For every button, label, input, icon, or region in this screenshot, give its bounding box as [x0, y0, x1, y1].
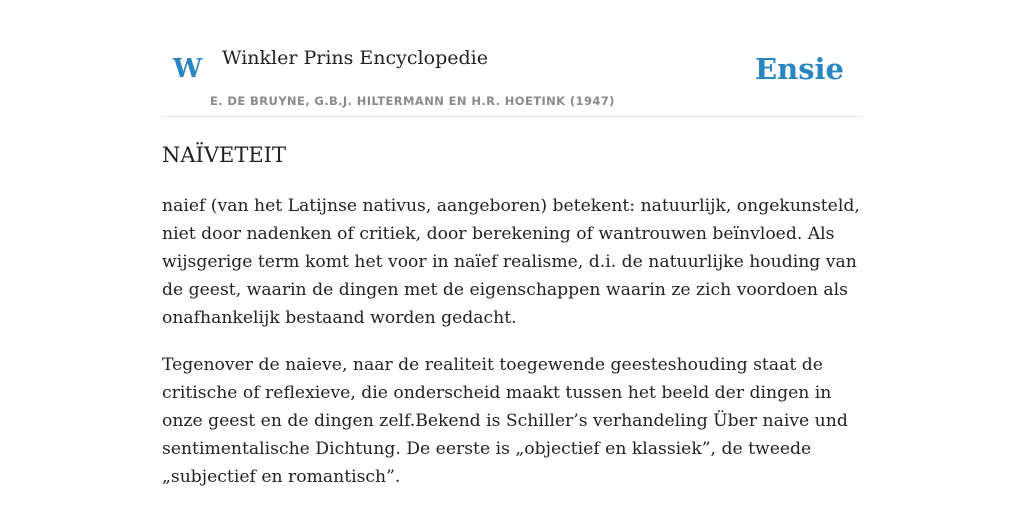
- authors-line: E. DE BRUYNE, G.B.J. HILTERMANN EN H.R. HOETINK (1947): [210, 94, 615, 108]
- encyclopedia-logo-icon[interactable]: W: [173, 54, 203, 84]
- ensie-brand-link[interactable]: Ensie: [755, 52, 844, 86]
- encyclopedia-title-link[interactable]: Winkler Prins Encyclopedie: [222, 47, 488, 69]
- article-title: NAÏVETEIT: [162, 143, 286, 167]
- article-paragraph: Tegenover de naieve, naar de realiteit toegewende geesteshouding staat de critische of reflexieve, die onderscheid maakt tussen het beeld der dingen in onze geest en de dingen zelf.Bekend is Schiller’s verhandeling Über naive und sentimentalische Dichtung. De eerste is „objectief en klassiek”, de tweede „subjectief en romantisch”.: [162, 355, 848, 487]
- article-paragraph: naief (van het Latijnse nativus, aangeboren) betekent: natuurlijk, ongekunsteld, niet door nadenken of critiek, door berekening of wantrouwen beïnvloed. Als wijsgerige term komt het voor in naïef realisme, d.i. de natuurlijke houding van de geest, waarin de dingen met de eigenschappen waarin ze zich voordoen als onafhankelijk bestaand worden gedacht.: [162, 196, 860, 328]
- site-header: [162, 0, 862, 117]
- article-body: [162, 192, 862, 510]
